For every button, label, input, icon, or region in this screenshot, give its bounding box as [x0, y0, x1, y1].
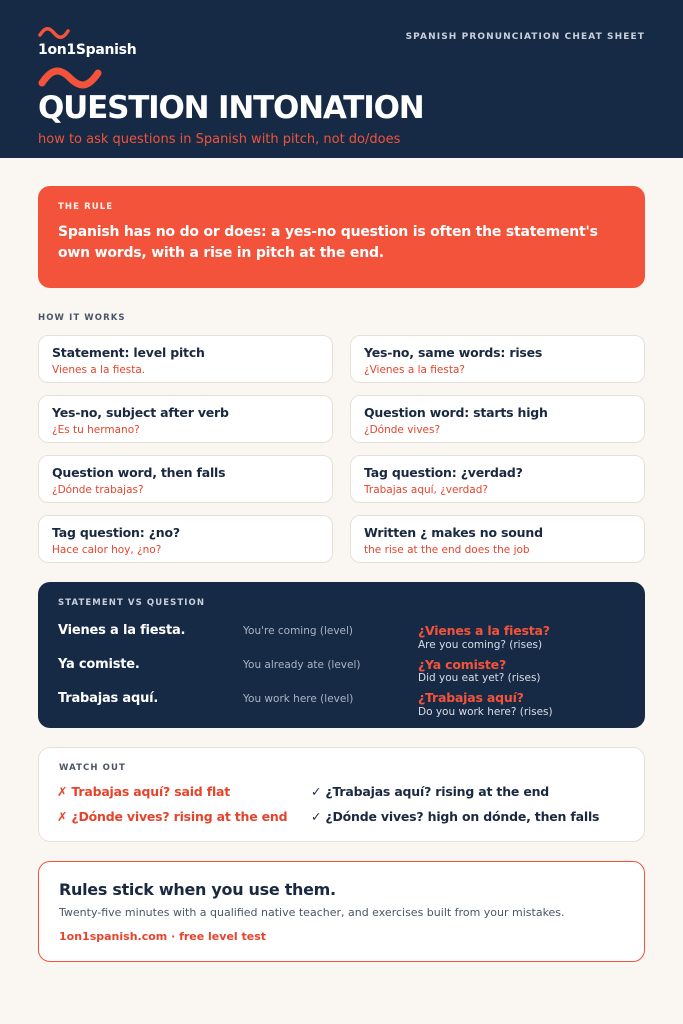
header: [0, 0, 683, 158]
tilde-wave-icon: [38, 66, 102, 90]
logo-wave-icon: [38, 26, 70, 40]
card-title: Written ¿ makes no sound: [364, 525, 543, 540]
compare-meaning: You work here (level): [243, 693, 354, 705]
wrong-example: ✗ Trabajas aquí? said flat: [57, 784, 231, 799]
rule-card: [38, 395, 333, 443]
compare-meaning: You already ate (level): [243, 659, 361, 671]
card-title: Tag question: ¿verdad?: [364, 465, 523, 480]
rule-label: THE RULE: [58, 202, 114, 212]
rule-box: [38, 186, 645, 288]
rule-card: [350, 335, 645, 383]
card-title: Yes-no, same words: rises: [364, 345, 543, 360]
card-example: ¿Dónde trabajas?: [52, 484, 144, 496]
compare-question-meaning: Are you coming? (rises): [418, 639, 543, 651]
page-title: QUESTION INTONATION: [38, 90, 424, 126]
compare-statement: Ya comiste.: [58, 657, 140, 672]
rule-card: [350, 395, 645, 443]
right-example: ✓ ¿Trabajas aquí? rising at the end: [311, 784, 550, 799]
compare-question: ¿Ya comiste?: [418, 657, 506, 672]
card-title: Yes-no, subject after verb: [52, 405, 229, 420]
cta-title: Rules stick when you use them.: [59, 880, 336, 899]
card-example: ¿Vienes a la fiesta?: [364, 364, 465, 376]
compare-question-meaning: Do you work here? (rises): [418, 706, 553, 718]
rule-card: [38, 455, 333, 503]
cta-link[interactable]: 1on1spanish.com · free level test: [59, 930, 267, 943]
card-title: Tag question: ¿no?: [52, 525, 180, 540]
rule-card: [350, 515, 645, 563]
card-example: Hace calor hoy, ¿no?: [52, 544, 162, 556]
right-example: ✓ ¿Dónde vives? high on dónde, then falls: [311, 809, 600, 824]
rule-card: [38, 335, 333, 383]
watch-out-label: WATCH OUT: [59, 763, 126, 773]
compare-question-meaning: Did you eat yet? (rises): [418, 672, 541, 684]
card-example: Vienes a la fiesta.: [52, 364, 146, 376]
page-subtitle: how to ask questions in Spanish with pitch, not do/does: [38, 132, 401, 147]
rule-text: Spanish has no do or does: a yes-no question is often the statement's own words, with a rise in pitch at the end.: [58, 224, 598, 261]
cta-body: Twenty-five minutes with a qualified native teacher, and exercises built from your mistakes.: [59, 906, 565, 919]
rule-card: [38, 515, 333, 563]
compare-question: ¿Vienes a la fiesta?: [418, 623, 550, 638]
card-title: Statement: level pitch: [52, 345, 205, 360]
watch-out-panel: [38, 747, 645, 842]
card-example: ¿Dónde vives?: [364, 424, 441, 436]
rule-card: [350, 455, 645, 503]
compare-statement: Vienes a la fiesta.: [58, 623, 186, 638]
how-it-works-label: HOW IT WORKS: [38, 313, 126, 323]
compare-label: STATEMENT VS QUESTION: [58, 598, 206, 608]
compare-question: ¿Trabajas aquí?: [418, 690, 524, 705]
statement-vs-question-panel: [38, 582, 645, 728]
card-example: the rise at the end does the job: [364, 544, 530, 556]
sheet-eyebrow: SPANISH PRONUNCIATION CHEAT SHEET: [405, 32, 645, 42]
compare-meaning: You're coming (level): [243, 625, 354, 637]
compare-statement: Trabajas aquí.: [58, 691, 159, 706]
wrong-example: ✗ ¿Dónde vives? rising at the end: [57, 809, 288, 824]
logo[interactable]: 1on1Spanish: [38, 42, 137, 58]
card-title: Question word: starts high: [364, 405, 548, 420]
card-title: Question word, then falls: [52, 465, 226, 480]
card-example: Trabajas aquí, ¿verdad?: [364, 484, 488, 496]
card-example: ¿Es tu hermano?: [52, 424, 140, 436]
cta-box: [38, 861, 645, 962]
